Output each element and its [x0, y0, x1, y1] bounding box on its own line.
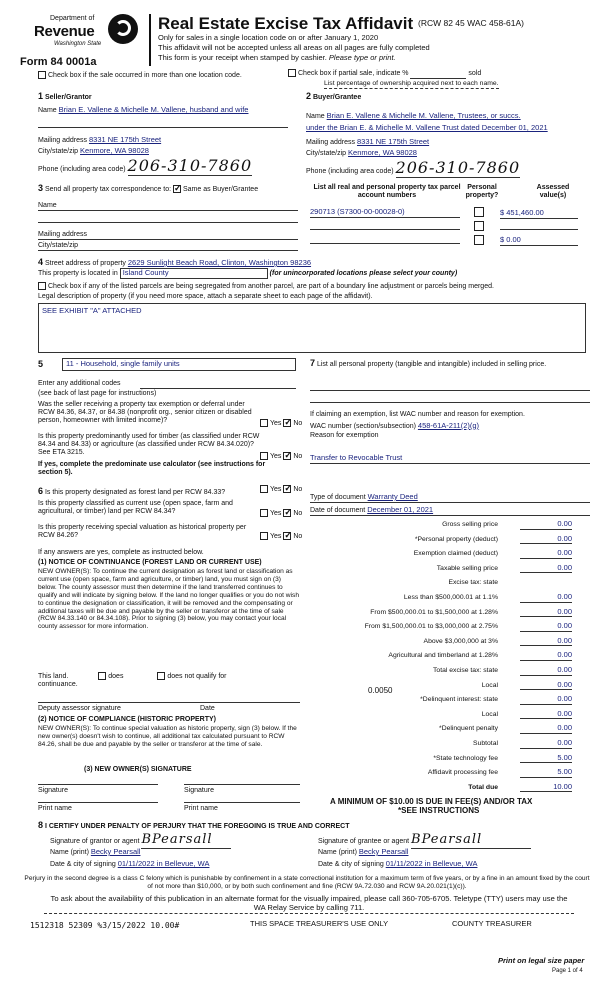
local-rate: 0.0050: [368, 686, 393, 695]
calc-row-label: Less than $500,000.01 at 1.1%: [403, 594, 498, 601]
s3-city-label: City/state/zip: [38, 242, 79, 249]
owner-print-line-2[interactable]: [184, 802, 300, 803]
deputy-date-label: Date: [200, 705, 215, 712]
assessed-value-2[interactable]: [500, 229, 578, 230]
buyer-name-row: [306, 112, 586, 121]
s6-q3: Is this property receiving special valuation as historical property per RCW 84.26?: [38, 524, 247, 540]
parcel-number-3[interactable]: [310, 243, 460, 244]
seller-name-field[interactable]: Brian E. Vallene & Michelle M. Vallene, husband and wife: [58, 105, 249, 114]
s3-mail-row: [38, 231, 298, 240]
calc-row-label: Total due: [468, 783, 498, 791]
grantor-signature[interactable]: BPearsall: [141, 833, 231, 849]
s6-q3-answer: [260, 532, 302, 541]
no-label: No: [293, 509, 303, 517]
legal-description-box[interactable]: [38, 303, 586, 353]
does-not-checkbox[interactable]: [157, 672, 165, 680]
grantee-signature-row: [318, 833, 531, 849]
owner-signature-line-2[interactable]: [184, 784, 300, 785]
same-as-buyer-checkbox[interactable]: [173, 185, 181, 193]
segregated-row: [38, 282, 593, 291]
no-label: No: [293, 532, 303, 540]
no-label: No: [293, 452, 303, 460]
grantor-name-field[interactable]: Becky Pearsall: [90, 847, 141, 856]
buyer-city-field[interactable]: Kenmore, WA 98028: [348, 148, 417, 157]
seller-city-field[interactable]: Kenmore, WA 98028: [80, 146, 149, 155]
multi-location-checkbox[interactable]: [38, 71, 46, 79]
s6-q3-yes[interactable]: [260, 532, 268, 540]
notice1-body: NEW OWNER(S): To continue the current designation as forest land or classification as current use (open space, farm and agriculture, or timber) land, you must sign on (3) below. The county assessor must then determine if the land transferred continues to qualify and will indicate by signing below. If the land no longer qualifies or you do not wish to continue the designation or classification, it will be removed and the compensating or additional taxes will be due and payable by the seller or transferor at the time of sale (RCW 84.33.140 or 84.34.108). Prior to signing (3) below, you may contact your local county assessor for more information.: [38, 568, 299, 631]
buyer-city-row: [306, 149, 417, 158]
seller-mail-field[interactable]: 8331 NE 175th Street: [88, 135, 162, 144]
wac-label: WAC number (section/subsection): [310, 423, 416, 430]
calc-row-value[interactable]: 0.00: [520, 608, 572, 618]
deputy-signature-line[interactable]: [38, 702, 300, 703]
s6-note: If any answers are yes, complete as instructed below.: [38, 549, 204, 556]
s3-city-row: [38, 242, 298, 251]
seller-city-row: [38, 147, 149, 156]
buyer-mail-label: Mailing address: [306, 139, 356, 146]
legal-label: Legal description of property (if you need more space, attach a separate sheet to each page of the affidavit).: [38, 293, 373, 300]
yes-label: Yes: [270, 485, 282, 493]
buyer-name-label: Name: [306, 113, 325, 120]
notice3-title: (3) NEW OWNER(S) SIGNATURE: [84, 766, 192, 773]
grantee-name-field[interactable]: Becky Pearsall: [358, 847, 409, 856]
county-select[interactable]: Island County: [120, 268, 268, 279]
seller-heading-text: Seller/Grantor: [44, 94, 92, 101]
s5-q2: Is this property predominantly used for timber (as classified under RCW 84.34 and 84.33) or agriculture (as classified under RCW 84.34.020)? See ETA 3215.: [38, 433, 260, 457]
calc-row-value[interactable]: 0.00: [520, 681, 572, 691]
grantee-name-label: Name (print): [318, 849, 357, 856]
s3-name-row: [38, 202, 298, 211]
doc-type-label: Type of document: [310, 494, 366, 501]
s6-q3-no[interactable]: [283, 532, 291, 540]
calc-row-label: Subtotal: [473, 740, 498, 747]
personal-property-checkbox-2[interactable]: [474, 221, 486, 231]
calc-row-value[interactable]: 0.00: [520, 666, 572, 676]
see-instructions: *SEE INSTRUCTIONS: [398, 806, 480, 815]
assessed-col-header: Assessed value(s): [536, 184, 570, 200]
page-number: Page 1 of 4: [552, 968, 583, 974]
s3-name-label: Name: [38, 202, 57, 209]
seller-name-row: [38, 106, 288, 115]
seller-phone-field[interactable]: 206-310-7860: [127, 156, 253, 175]
owner-print-line-1[interactable]: [38, 802, 158, 803]
wac-row: [310, 422, 479, 431]
deputy-label: Deputy assessor signature: [38, 705, 121, 712]
buyer-phone-label: Phone (including area code): [306, 168, 394, 175]
s6-q2-answer: [260, 509, 302, 518]
calc-row-value[interactable]: 0.00: [520, 535, 572, 545]
wac-field[interactable]: 458-61A-211(2)(g): [417, 421, 480, 430]
grantee-date-label: Date & city of signing: [318, 861, 384, 868]
this-land-row: [38, 672, 298, 681]
add-codes-label: Enter any additional codes: [38, 380, 121, 387]
minimum-due-note: A MINIMUM OF $10.00 IS DUE IN FEE(S) AND/OR TAX: [330, 797, 533, 806]
grantor-signature-label: Signature of grantor or agent: [50, 838, 140, 845]
s5-q2-note: If yes, complete the predominate use calculator (see instructions for section 5).: [38, 461, 266, 477]
grantee-name-row: [318, 848, 509, 857]
assessed-value-3[interactable]: $ 0.00: [500, 236, 578, 246]
personal-col-header: Personal property?: [465, 184, 499, 200]
notice1-title: (1) NOTICE OF CONTINUANCE (FOREST LAND OR CURRENT USE): [38, 559, 262, 566]
s5-q2-yes[interactable]: [260, 452, 268, 460]
section7-label: 7 List all personal property (tangible and intangible) included in selling price.: [310, 358, 547, 368]
s6-q2-no[interactable]: [283, 509, 291, 517]
partial-sale-checkbox[interactable]: [288, 69, 296, 77]
buyer-heading: 2 Buyer/Grantee: [306, 91, 362, 101]
buyer-mail-field[interactable]: 8331 NE 175th Street: [356, 137, 430, 146]
partial-note: List percentage of ownership acquired next to each name.: [324, 80, 499, 87]
s3-name-line2: [38, 222, 298, 223]
calc-row-value[interactable]: 10.00: [520, 783, 572, 793]
calc-row-value[interactable]: 0.00: [520, 710, 572, 720]
calc-row-value[interactable]: 0.00: [520, 520, 572, 530]
personal-property-line-1[interactable]: [310, 390, 590, 391]
yes-label: Yes: [270, 532, 282, 540]
s6-q1-text: Is this property designated as forest land per RCW 84.33?: [44, 489, 226, 496]
form-number: Form 84 0001a: [20, 56, 97, 68]
section7-text: List all personal property (tangible and intangible) included in selling price.: [316, 361, 547, 368]
seller-name-line2: [38, 127, 288, 128]
s3-mail-label: Mailing address: [38, 231, 88, 238]
seller-mail-row: [38, 136, 161, 145]
buyer-name-line2[interactable]: under the Brian E. & Michelle M. Vallene Trust dated December 01, 2021: [306, 123, 548, 132]
yes-label: Yes: [270, 509, 282, 517]
county-treasurer-label: COUNTY TREASURER: [452, 919, 532, 928]
s6-q2: Is this property classified as current use (open space, farm and agricultural, or timber) land per RCW 84.34?: [38, 500, 233, 516]
dept-line3: Washington State: [54, 41, 102, 47]
seller-city-label: City/state/zip: [38, 148, 79, 155]
parcel-number-1[interactable]: 290713 (S7300-00-00028-0): [310, 208, 460, 218]
calc-row-value[interactable]: 0.00: [520, 637, 572, 647]
section5-number: 5: [38, 359, 44, 369]
reason-label: Reason for exemption: [310, 432, 379, 439]
grantee-date-field[interactable]: 01/11/2022 in Bellevue, WA: [385, 859, 478, 868]
partial-sale-label: Check box if partial sale, indicate %: [298, 69, 409, 77]
segregated-label: Check box if any of the listed parcels are being segregated from another parcel, are part of a boundary line adjustment or parcels being merged.: [48, 282, 494, 290]
certify-text: I CERTIFY UNDER PENALTY OF PERJURY THAT THE FOREGOING IS TRUE AND CORRECT: [44, 823, 350, 830]
multi-location-label: Check box if the sale occurred in more than one location code.: [48, 71, 242, 79]
calc-row-value[interactable]: 0.00: [520, 622, 572, 632]
s6-q1: 6 Is this property designated as forest land per RCW 84.33?: [38, 486, 226, 496]
print-legal-note: Print on legal size paper: [498, 956, 585, 965]
buyer-phone-field[interactable]: 206-310-7860: [395, 158, 521, 177]
calc-row-label: Gross selling price: [442, 521, 498, 528]
buyer-city-label: City/state/zip: [306, 150, 347, 157]
header-note3-emphasis: Please type or print.: [328, 53, 396, 62]
header-note1: Only for sales in a single location code on or after January 1, 2020: [158, 33, 379, 42]
form-title: Real Estate Excise Tax Affidavit: [158, 14, 414, 33]
legal-description-text: SEE EXHIBIT "A" ATTACHED: [42, 306, 142, 315]
calc-row-label: Taxable selling price: [436, 564, 498, 572]
perjury-notice: Perjury in the second degree is a class C felony which is punishable by confinement in a state correctional institution for a maximum term of five years, or by a fine in an amount fixed by the court of not more than $10,000, or by both such confinement and fine (RCW 9A.72.030 and RCW 9A.20.021(1)(c)).: [24, 875, 590, 890]
s6-q2-yes[interactable]: [260, 509, 268, 517]
treasurer-use-label: THIS SPACE TREASURER'S USE ONLY: [250, 919, 389, 928]
no-label: No: [293, 485, 303, 493]
doc-date-field[interactable]: December 01, 2021: [367, 505, 434, 514]
calc-row-label: Agricultural and timberland at 1.28%: [388, 652, 498, 660]
exempt-label: If claiming an exemption, list WAC number and reason for exemption.: [310, 411, 525, 418]
seller-heading: 1 Seller/Grantor: [38, 91, 92, 101]
calc-row-label: Exemption claimed (deduct): [413, 550, 498, 558]
owner-signature-label-1: Signature: [38, 787, 68, 794]
grantor-date-label: Date & city of signing: [50, 861, 116, 868]
cashier-stamp: 1512318 52309 %3/15/2022 10.00#: [30, 921, 180, 930]
doc-type-field[interactable]: Warranty Deed: [367, 492, 418, 501]
buyer-heading-text: Buyer/Grantee: [312, 94, 362, 101]
does-checkbox[interactable]: [98, 672, 106, 680]
parcel-number-2[interactable]: [310, 229, 460, 230]
seller-name-label: Name: [38, 107, 57, 114]
calc-row-label: *Personal property (deduct): [414, 535, 498, 543]
street-address-field[interactable]: 2629 Sunlight Beach Road, Clinton, Washington 98236: [127, 258, 312, 267]
swirl-logo-icon: [108, 14, 138, 44]
yes-label: Yes: [270, 419, 282, 427]
grantee-date-row: [318, 860, 536, 869]
buyer-phone-row: [306, 159, 520, 177]
county-row: [38, 268, 457, 279]
assessed-value-1[interactable]: $ 451,460.00: [500, 209, 578, 219]
calc-row-label: *Delinquent penalty: [439, 725, 498, 733]
calc-row-value[interactable]: 0.00: [520, 739, 572, 749]
calc-row-value[interactable]: 5.00: [520, 768, 572, 778]
grantor-date-field[interactable]: 01/11/2022 in Bellevue, WA: [117, 859, 210, 868]
no-label: No: [293, 419, 303, 427]
owner-signature-line-1[interactable]: [38, 784, 158, 785]
owner-signature-label-2: Signature: [184, 787, 214, 794]
reason-field[interactable]: Transfer to Revocable Trust: [310, 454, 590, 464]
s5-q2-answer: [260, 452, 302, 461]
located-in-label: This property is located in: [38, 270, 118, 277]
county-note: (for unincorporated locations please select your county): [269, 270, 458, 277]
s5-q1-answer: [260, 419, 302, 428]
this-land-label: This land.: [38, 672, 69, 680]
street-address-label: Street address of property: [44, 260, 126, 267]
seller-mail-label: Mailing address: [38, 137, 88, 144]
header-note3-text: This form is your receipt when stamped by cashier.: [158, 53, 327, 62]
calc-row-value[interactable]: 0.00: [520, 593, 572, 603]
sold-label: sold: [468, 69, 482, 77]
calc-row-value[interactable]: 0.00: [520, 564, 572, 574]
s5-q1: Was the seller receiving a property tax exemption or deferral under RCW 84.36, 84.37, or 84.38 (nonprofit org., senior citizen or disabled person, homeowner with limited income)?: [38, 401, 252, 425]
s5-q1-yes[interactable]: [260, 419, 268, 427]
segregated-checkbox[interactable]: [38, 282, 46, 290]
doc-type-row: [310, 493, 590, 503]
buyer-mail-row: [306, 138, 429, 147]
calc-row-label: From $1,500,000.01 to $3,000,000 at 2.75%: [364, 623, 498, 631]
header-note2: This affidavit will not be accepted unless all areas on all pages are fully completed: [158, 43, 430, 52]
yes-label: Yes: [270, 452, 282, 460]
grantor-signature-row: [50, 833, 231, 849]
calc-row-value[interactable]: 0.00: [520, 549, 572, 559]
calc-row-value[interactable]: 0.00: [520, 651, 572, 661]
parcel-col-header: List all real and personal property tax parcel account numbers: [313, 184, 461, 200]
calc-row-label: Affidavit processing fee: [427, 769, 498, 777]
section3-label: Send all property tax correspondence to:: [44, 186, 172, 193]
seller-phone-label: Phone (including area code): [38, 166, 126, 173]
calc-row-label: Local: [481, 681, 498, 689]
calc-row-label: Excise tax: state: [448, 579, 498, 587]
header-divider: [149, 14, 151, 66]
dept-line2: Revenue: [34, 23, 95, 40]
same-as-buyer-label: Same as Buyer/Grantee: [183, 186, 259, 193]
calc-row-value[interactable]: 5.00: [520, 754, 572, 764]
multi-location-check[interactable]: [38, 71, 242, 80]
calc-row-value[interactable]: 0.00: [520, 695, 572, 705]
owner-print-label-2: Print name: [184, 805, 218, 812]
seller-phone-row: [38, 157, 252, 175]
grantee-signature[interactable]: BPearsall: [411, 833, 531, 849]
does-label: does: [108, 672, 124, 680]
s5-q2-no[interactable]: [283, 452, 291, 460]
calc-row-label: *Delinquent interest: state: [420, 696, 498, 704]
s5-q1-no[interactable]: [283, 419, 291, 427]
add-codes-field[interactable]: [140, 388, 296, 389]
buyer-name-field[interactable]: Brian E. Vallene & Michelle M. Vallene, Trustees, or succs.: [326, 111, 521, 120]
grantor-name-label: Name (print): [50, 849, 89, 856]
doc-date-row: [310, 506, 590, 516]
calc-row-label: Above $3,000,000 at 3%: [423, 637, 498, 645]
personal-property-line-2[interactable]: [310, 402, 590, 403]
partial-percent-field[interactable]: [410, 70, 466, 79]
alt-format-notice: To ask about the availability of this publication in an alternate format for the visually impaired, please call 360-705-6705. Teletype (TTY) users may use the WA Relay Service by calling 711.: [44, 895, 574, 914]
does-not-label: does not qualify for: [167, 672, 227, 680]
doc-date-label: Date of document: [310, 507, 366, 514]
calc-row-label: Local: [481, 710, 498, 718]
header-note3: [158, 54, 396, 63]
personal-property-checkbox-3[interactable]: [474, 235, 486, 245]
section8-heading: 8 I CERTIFY UNDER PENALTY OF PERJURY THAT THE FOREGOING IS TRUE AND CORRECT: [38, 820, 350, 830]
calc-row-label: *State technology fee: [433, 754, 498, 762]
grantee-signature-label: Signature of grantee or agent: [318, 838, 410, 845]
calc-row-label: Total excise tax: state: [433, 667, 498, 674]
add-codes-note: (see back of last page for instructions): [38, 390, 157, 397]
land-use-select[interactable]: 11 - Household, single family units: [62, 358, 296, 371]
continuance-label: continuance.: [38, 681, 78, 688]
notice2-title: (2) NOTICE OF COMPLIANCE (HISTORIC PROPERTY): [38, 716, 216, 723]
owner-print-label-1: Print name: [38, 805, 72, 812]
form-title-ref: (RCW 82 45 WAC 458-61A): [418, 18, 524, 28]
s6-q1-no[interactable]: [283, 485, 291, 493]
grantor-date-row: [50, 860, 258, 869]
s6-q1-yes[interactable]: [260, 485, 268, 493]
notice2-body: NEW OWNER(S): To continue special valuation as historic property, sign (3) below. If the new owner(s) doesn't wish to continue, all additional tax calculated pursuant to RCW 84.26, shall be due and payable by the seller or transferor at the time of sale.: [38, 725, 297, 748]
grantor-name-row: [50, 848, 231, 857]
partial-sale-check[interactable]: [288, 69, 481, 79]
calc-row-label: From $500,000.01 to $1,500,000 at 1.28%: [370, 608, 498, 616]
calc-row-value[interactable]: 0.00: [520, 724, 572, 734]
section3-heading: 3 Send all property tax correspondence to: ✓ Same as Buyer/Grantee: [38, 183, 258, 194]
dept-line1: Department of: [50, 15, 95, 22]
s6-q1-answer: [260, 485, 302, 494]
personal-property-checkbox-1[interactable]: [474, 207, 486, 217]
street-address-row: 4 Street address of property 2629 Sunlight Beach Road, Clinton, Washington 98236: [38, 257, 312, 267]
